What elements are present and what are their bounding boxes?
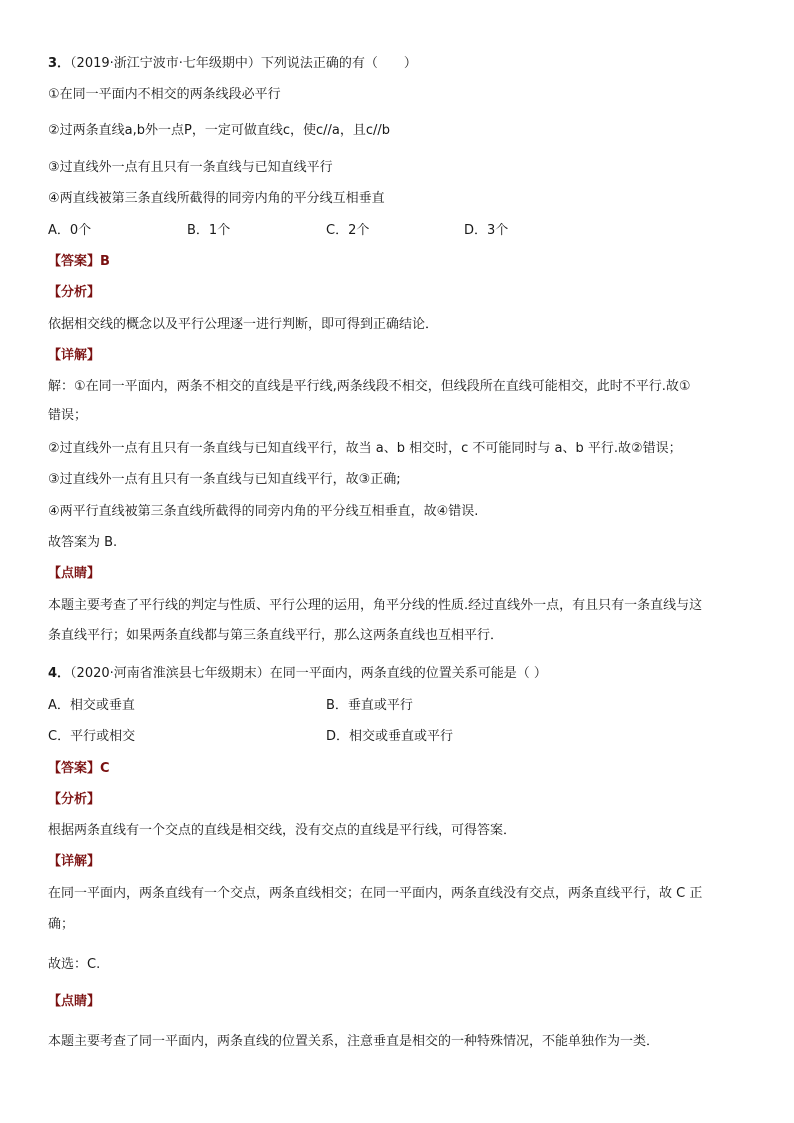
q3-header xyxy=(48,54,417,74)
q3-comment-tag: 【点睛】 xyxy=(48,566,101,581)
q3-detail-line-4: ③过直线外一点有且只有一条直线与已知直线平行，故③正确; xyxy=(48,472,401,487)
q3-detail-line-1: 解：①在同一平面内，两条不相交的直线是平行线,两条线段不相交，但线段所在直线可能相交，此时不平行.故① xyxy=(48,379,691,394)
q3-option-b: B．1个 xyxy=(187,223,231,238)
q3-detail-line-2: 错误； xyxy=(48,408,88,423)
q3-answer-tag: 【答案】 xyxy=(48,254,101,269)
q3-option-c: C．2个 xyxy=(326,223,370,238)
q4-analysis-text: 根据两条直线有一个交点的直线是相交线，没有交点的直线是平行线，可得答案． xyxy=(48,823,517,838)
q3-comment-line-2: 条直线平行；如果两条直线都与第三条直线平行，那么这两条直线也互相平行． xyxy=(48,628,504,643)
q3-comment-line-1: 本题主要考查了平行线的判定与性质、平行公理的运用，角平分线的性质.经过直线外一点，有且只有一条直线与这 xyxy=(48,598,703,613)
q3-option-d: D．3个 xyxy=(464,223,509,238)
q3-conclusion: 故答案为 B. xyxy=(48,535,118,550)
q3-option-a: A．0个 xyxy=(48,223,92,238)
q4-analysis-tag: 【分析】 xyxy=(48,792,101,807)
q3-detail-tag: 【详解】 xyxy=(48,348,101,363)
q3-statement-2: ②过两条直线a,b外一点P，一定可做直线c，使c//a，且c//b xyxy=(48,123,391,138)
q4-detail-tag: 【详解】 xyxy=(48,854,101,869)
q4-option-b: B．垂直或平行 xyxy=(326,698,413,713)
q3-answer xyxy=(48,252,110,272)
q4-comment: 本题主要考查了同一平面内，两条直线的位置关系，注意垂直是相交的一种特殊情况，不能单独作为一类． xyxy=(48,1034,660,1049)
q4-comment-tag: 【点睛】 xyxy=(48,994,101,1009)
q3-detail-line-5: ④两平行直线被第三条直线所截得的同旁内角的平分线互相垂直，故④错误. xyxy=(48,504,479,519)
q3-statement-4: ④两直线被第三条直线所截得的同旁内角的平分线互相垂直 xyxy=(48,191,385,206)
q3-statement-1: ①在同一平面内不相交的两条线段必平行 xyxy=(48,87,281,102)
q4-answer-tag: 【答案】 xyxy=(48,761,101,776)
q4-answer-value: C xyxy=(100,761,110,776)
q4-option-a: A．相交或垂直 xyxy=(48,698,135,713)
q3-analysis-tag: 【分析】 xyxy=(48,285,101,300)
q4-answer xyxy=(48,759,110,779)
q4-number: 4． xyxy=(48,666,71,681)
q4-detail-line-1: 在同一平面内，两条直线有一个交点，两条直线相交；在同一平面内，两条直线没有交点，两条直线平行，故 C 正 xyxy=(48,886,703,901)
q4-detail-line-2: 确； xyxy=(48,917,75,932)
q3-detail-line-3: ②过直线外一点有且只有一条直线与已知直线平行，故当 a、b 相交时，c 不可能同时与 a、b 平行.故②错误； xyxy=(48,441,682,456)
q4-stem: 在同一平面内，两条直线的位置关系可能是（ ） xyxy=(269,666,547,681)
q4-option-c: C．平行或相交 xyxy=(48,729,136,744)
q3-statement-3: ③过直线外一点有且只有一条直线与已知直线平行 xyxy=(48,160,333,175)
q3-analysis-text: 依据相交线的概念以及平行公理逐一进行判断，即可得到正确结论． xyxy=(48,317,439,332)
q3-stem: 下列说法正确的有（ ） xyxy=(260,56,417,71)
q4-header xyxy=(48,664,547,684)
q3-number: 3． xyxy=(48,56,71,71)
q3-answer-value: B xyxy=(100,254,110,269)
q3-source: （2019·浙江宁波市·七年级期中） xyxy=(70,56,261,71)
q4-source: （2020·河南省淮滨县七年级期末） xyxy=(70,666,270,681)
q4-conclusion: 故选：C. xyxy=(48,957,101,972)
q4-option-d: D．相交或垂直或平行 xyxy=(326,729,454,744)
